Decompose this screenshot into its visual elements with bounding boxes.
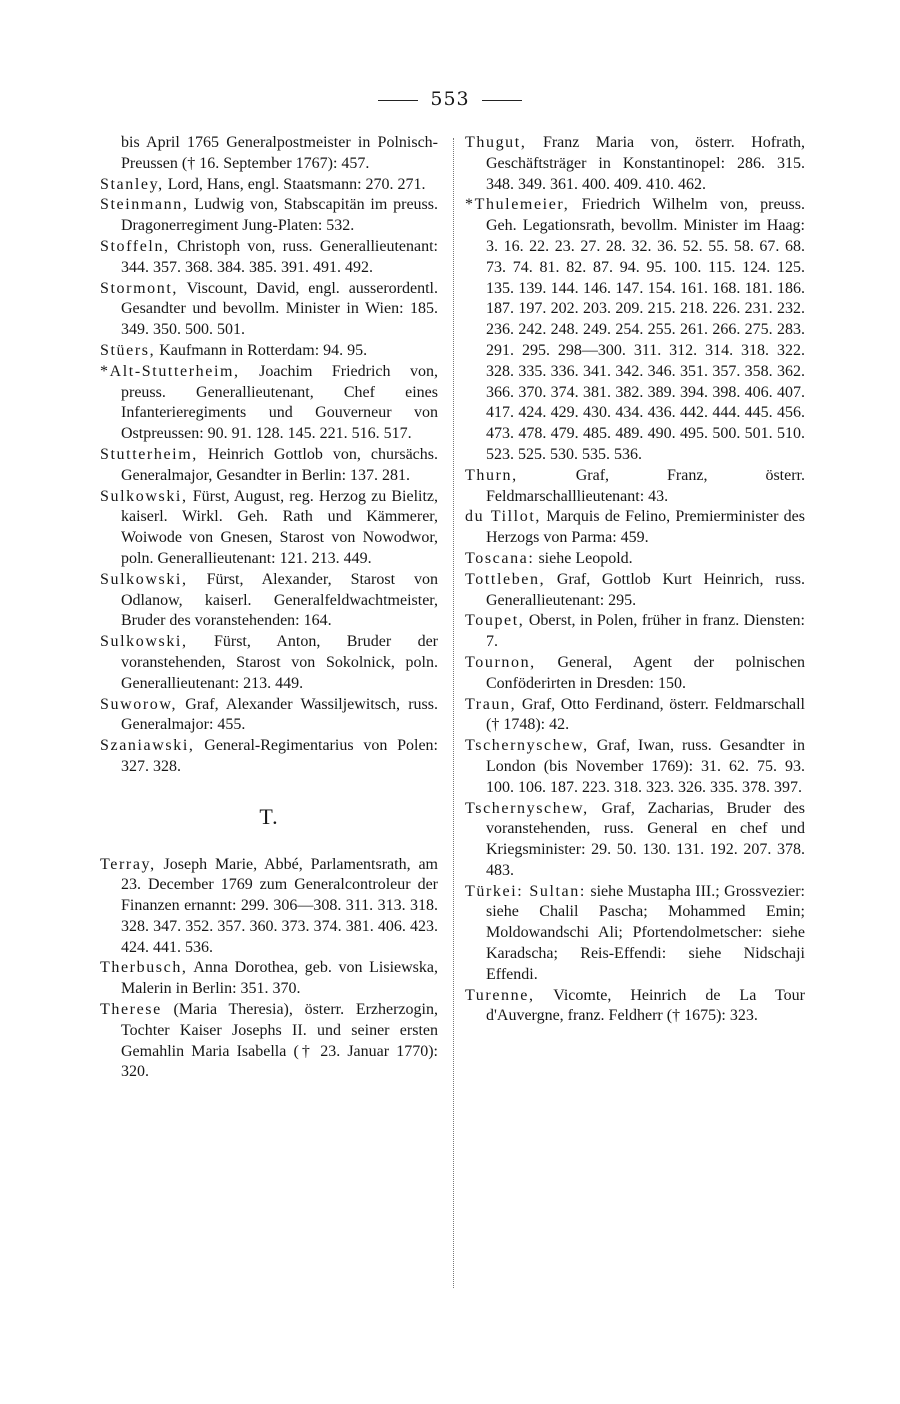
entry-name: Toscana: — [465, 549, 535, 567]
index-entry — [100, 195, 438, 237]
entry-text: siehe Leopold. — [534, 549, 633, 567]
index-entry — [465, 195, 805, 465]
index-entry — [465, 736, 805, 798]
index-entry — [465, 549, 805, 570]
entry-name: Steinmann, — [100, 196, 189, 214]
entry-text: Anna Dorothea, geb. von Lisiewska, Malerin in Berlin: 351. 370. — [121, 959, 438, 998]
entry-name: *Thulemeier, — [465, 196, 570, 214]
entry-name: Stoffeln, — [100, 237, 170, 255]
entry-text: Fürst, August, reg. Herzog zu Bielitz, kaiserl. Wirkl. Geh. Rath und Kämmerer, Woiwode von Gnesen, Starost von Nowodwor, poln. Generallieutenant: 121. 213. 449. — [121, 487, 438, 567]
index-entry — [465, 986, 805, 1028]
entry-name: Toupet, — [465, 612, 525, 630]
entry-text: General, Agent der polnischen Conföderirten in Dresden: 150. — [486, 653, 805, 692]
entry-name: Thurn, — [465, 466, 518, 484]
entry-text: Fürst, Anton, Bruder der voranstehenden, Starost von Sokolnick, poln. Generallieutenant: 213. 449. — [121, 633, 438, 692]
entry-text: Graf, Gottlob Kurt Heinrich, russ. Generallieutenant: 295. — [486, 570, 805, 609]
entry-name: *Alt-Stutterheim, — [100, 362, 240, 380]
index-entry — [465, 611, 805, 653]
index-entry — [100, 632, 438, 694]
entry-name: Therese — [100, 1001, 162, 1019]
entry-name: Tschernyschew, — [465, 799, 589, 817]
header-rule-left — [378, 100, 418, 101]
entry-text: Joachim Friedrich von, preuss. Generallieutenant, Chef eines Infanterieregiments und Gouverneur von Ostpreussen: 90. 91. 128. 145. 221. 516. 517. — [121, 362, 438, 443]
entry-text: Christoph von, russ. Generallieutenant: 344. 357. 368. 384. 385. 391. 491. 492. — [121, 237, 438, 276]
index-entry — [100, 237, 438, 279]
entry-name: Stormont, — [100, 279, 178, 297]
entry-text: Friedrich Wilhelm von, preuss. Geh. Legationsrath, bevollm. Minister im Haag: 3. 16. 22. 23. 27. 28. 32. 36. 52. 55. 58. 67. 68. 73. 74. 81. 82. 87. 94. 95. 100. 115. 124. 125. 135. 139. 144. 146. 147. 154. 161. 168. 181. 186. 187. 197. 202. 203. 209. 215. 218. 226. 231. 232. 236. 242. 248. 249. 254. 255. 261. 266. 275. 283. 291. 295. 298—300. 311. 312. 314. 318. 322. 328. 335. 336. 341. 342. 346. 351. 357. 358. 362. 366. 370. 374. 381. 382. 389. 394. 398. 406. 407. 417. 424. 429. 430. 434. 436. 442. 444. 445. 456. 473. 478. 479. 485. 489. 490. 495. 500. 501. 510. 523. 525. 530. 535. 536. — [486, 196, 805, 463]
entry-name: Stanley, — [100, 175, 164, 193]
index-entry — [100, 133, 438, 175]
index-entry — [465, 799, 805, 882]
entry-text: siehe Mustapha III.; Grossvezier: siehe Chalil Pascha; Mohammed Emin; Moldowandschi Ali; Pfortendolmetscher: siehe Karadscha; Reis-Effendi: siehe Nidschaji Effendi. — [486, 882, 805, 983]
entry-name: du Tillot, — [465, 508, 541, 526]
index-entry — [100, 1000, 438, 1083]
index-entry — [100, 958, 438, 1000]
index-entry — [100, 736, 438, 778]
entry-text: Lord, Hans, engl. Staatsmann: 270. 271. — [163, 175, 426, 193]
entry-text: Ludwig von, Stabscapitän im preuss. Dragonerregiment Jung-Platen: 532. — [121, 196, 438, 235]
entry-text: Graf, Alexander Wassiljewitsch, russ. Generalmajor: 455. — [121, 695, 438, 734]
left-column — [100, 133, 438, 1083]
entry-text: Heinrich Gottlob von, chursächs. Generalmajor, Gesandter in Berlin: 137. 281. — [121, 445, 438, 484]
entry-name: Suworow, — [100, 695, 178, 713]
index-entry — [100, 341, 438, 362]
entry-text: Kaufmann in Rotterdam: 94. 95. — [155, 341, 368, 359]
entry-name: Stüers, — [100, 341, 156, 359]
entry-text: bis April 1765 Generalpostmeister in Polnisch-Preussen († 16. September 1767): 457. — [121, 134, 438, 172]
index-entry — [100, 487, 438, 570]
index-entry — [100, 855, 438, 959]
column-divider — [453, 138, 454, 1288]
entry-name: Tschernyschew, — [465, 737, 589, 755]
entry-text: Oberst, in Polen, früher in franz. Diensten: 7. — [486, 612, 805, 651]
entry-name: Sulkowski, — [100, 633, 188, 651]
index-entry — [465, 570, 805, 612]
index-entry — [465, 653, 805, 695]
entry-text: Joseph Marie, Abbé, Parlamentsrath, am 23. December 1769 zum Generalcontroleur der Finanzen ernannt: 299. 306—308. 311. 313. 318. 328. 347. 352. 357. 360. 373. 374. 381. 406. 423. 424. 441. 536. — [121, 855, 438, 956]
page-number: 553 — [430, 88, 470, 110]
entry-text: Graf, Franz, österr. Feldmarschalllieutenant: 43. — [486, 466, 805, 505]
index-entry — [465, 882, 805, 986]
header-rule-right — [482, 100, 522, 101]
index-entry — [465, 133, 805, 195]
entry-name: Tournon, — [465, 653, 536, 671]
entry-text: Graf, Zacharias, Bruder des voranstehenden, russ. General en chef und Kriegsminister: 29. 50. 130. 131. 192. 207. 378. 483. — [486, 799, 805, 879]
entry-name: Türkei: Sultan: — [465, 882, 586, 900]
section-heading-t: T. — [259, 803, 279, 829]
index-entry — [465, 507, 805, 549]
index-entry — [465, 466, 805, 508]
entry-text: Marquis de Felino, Premierminister des Herzogs von Parma: 459. — [486, 508, 806, 547]
entry-text: Viscount, David, engl. ausserordentl. Gesandter und bevollm. Minister in Wien: 185. 349. 350. 500. 501. — [121, 279, 438, 339]
entry-text: Franz Maria von, österr. Hofrath, Geschäftsträger in Konstantinopel: 286. 315. 348. 349. 361. 400. 409. 410. 462. — [486, 134, 805, 193]
entry-text: General-Regimentarius von Polen: 327. 328. — [121, 737, 438, 775]
entry-name: Thugut, — [465, 134, 527, 151]
entry-name: Stutterheim, — [100, 445, 198, 463]
entry-text: Vicomte, Heinrich de La Tour d'Auvergne, franz. Feldherr († 1675): 323. — [486, 986, 805, 1025]
index-entry — [100, 362, 438, 445]
entry-name: Sulkowski, — [100, 487, 188, 505]
index-entry — [100, 695, 438, 737]
right-column — [465, 133, 805, 1027]
index-entry — [465, 695, 805, 737]
entry-text: Graf, Otto Ferdinand, österr. Feldmarschall († 1748): 42. — [486, 695, 805, 734]
entry-name: Tottleben, — [465, 570, 546, 588]
index-entry — [100, 445, 438, 487]
index-entry — [100, 279, 438, 341]
index-entry — [100, 175, 438, 196]
entry-text: Graf, Iwan, russ. Gesandter in London (bis November 1769): 31. 62. 75. 93. 100. 106. 187. 223. 318. 323. 326. 335. 378. 397. — [486, 737, 805, 796]
entry-name: Therbusch, — [100, 959, 188, 977]
entry-name: Sulkowski, — [100, 570, 188, 588]
entry-name: Terray, — [100, 855, 156, 873]
entry-name: Traun, — [465, 695, 517, 713]
entry-name: Szaniawski, — [100, 737, 195, 755]
entry-name: Turenne, — [465, 986, 535, 1004]
page-header — [0, 88, 900, 110]
entry-text: Fürst, Alexander, Starost von Odlanow, kaiserl. Generalfeldwachtmeister, Bruder des voranstehenden: 164. — [121, 570, 438, 630]
entry-text: (Maria Theresia), österr. Erzherzogin, Tochter Kaiser Josephs II. und seiner ersten Gemahlin Maria Isabella († 23. Januar 1770): 320. — [121, 1001, 438, 1081]
index-entry — [100, 570, 438, 632]
